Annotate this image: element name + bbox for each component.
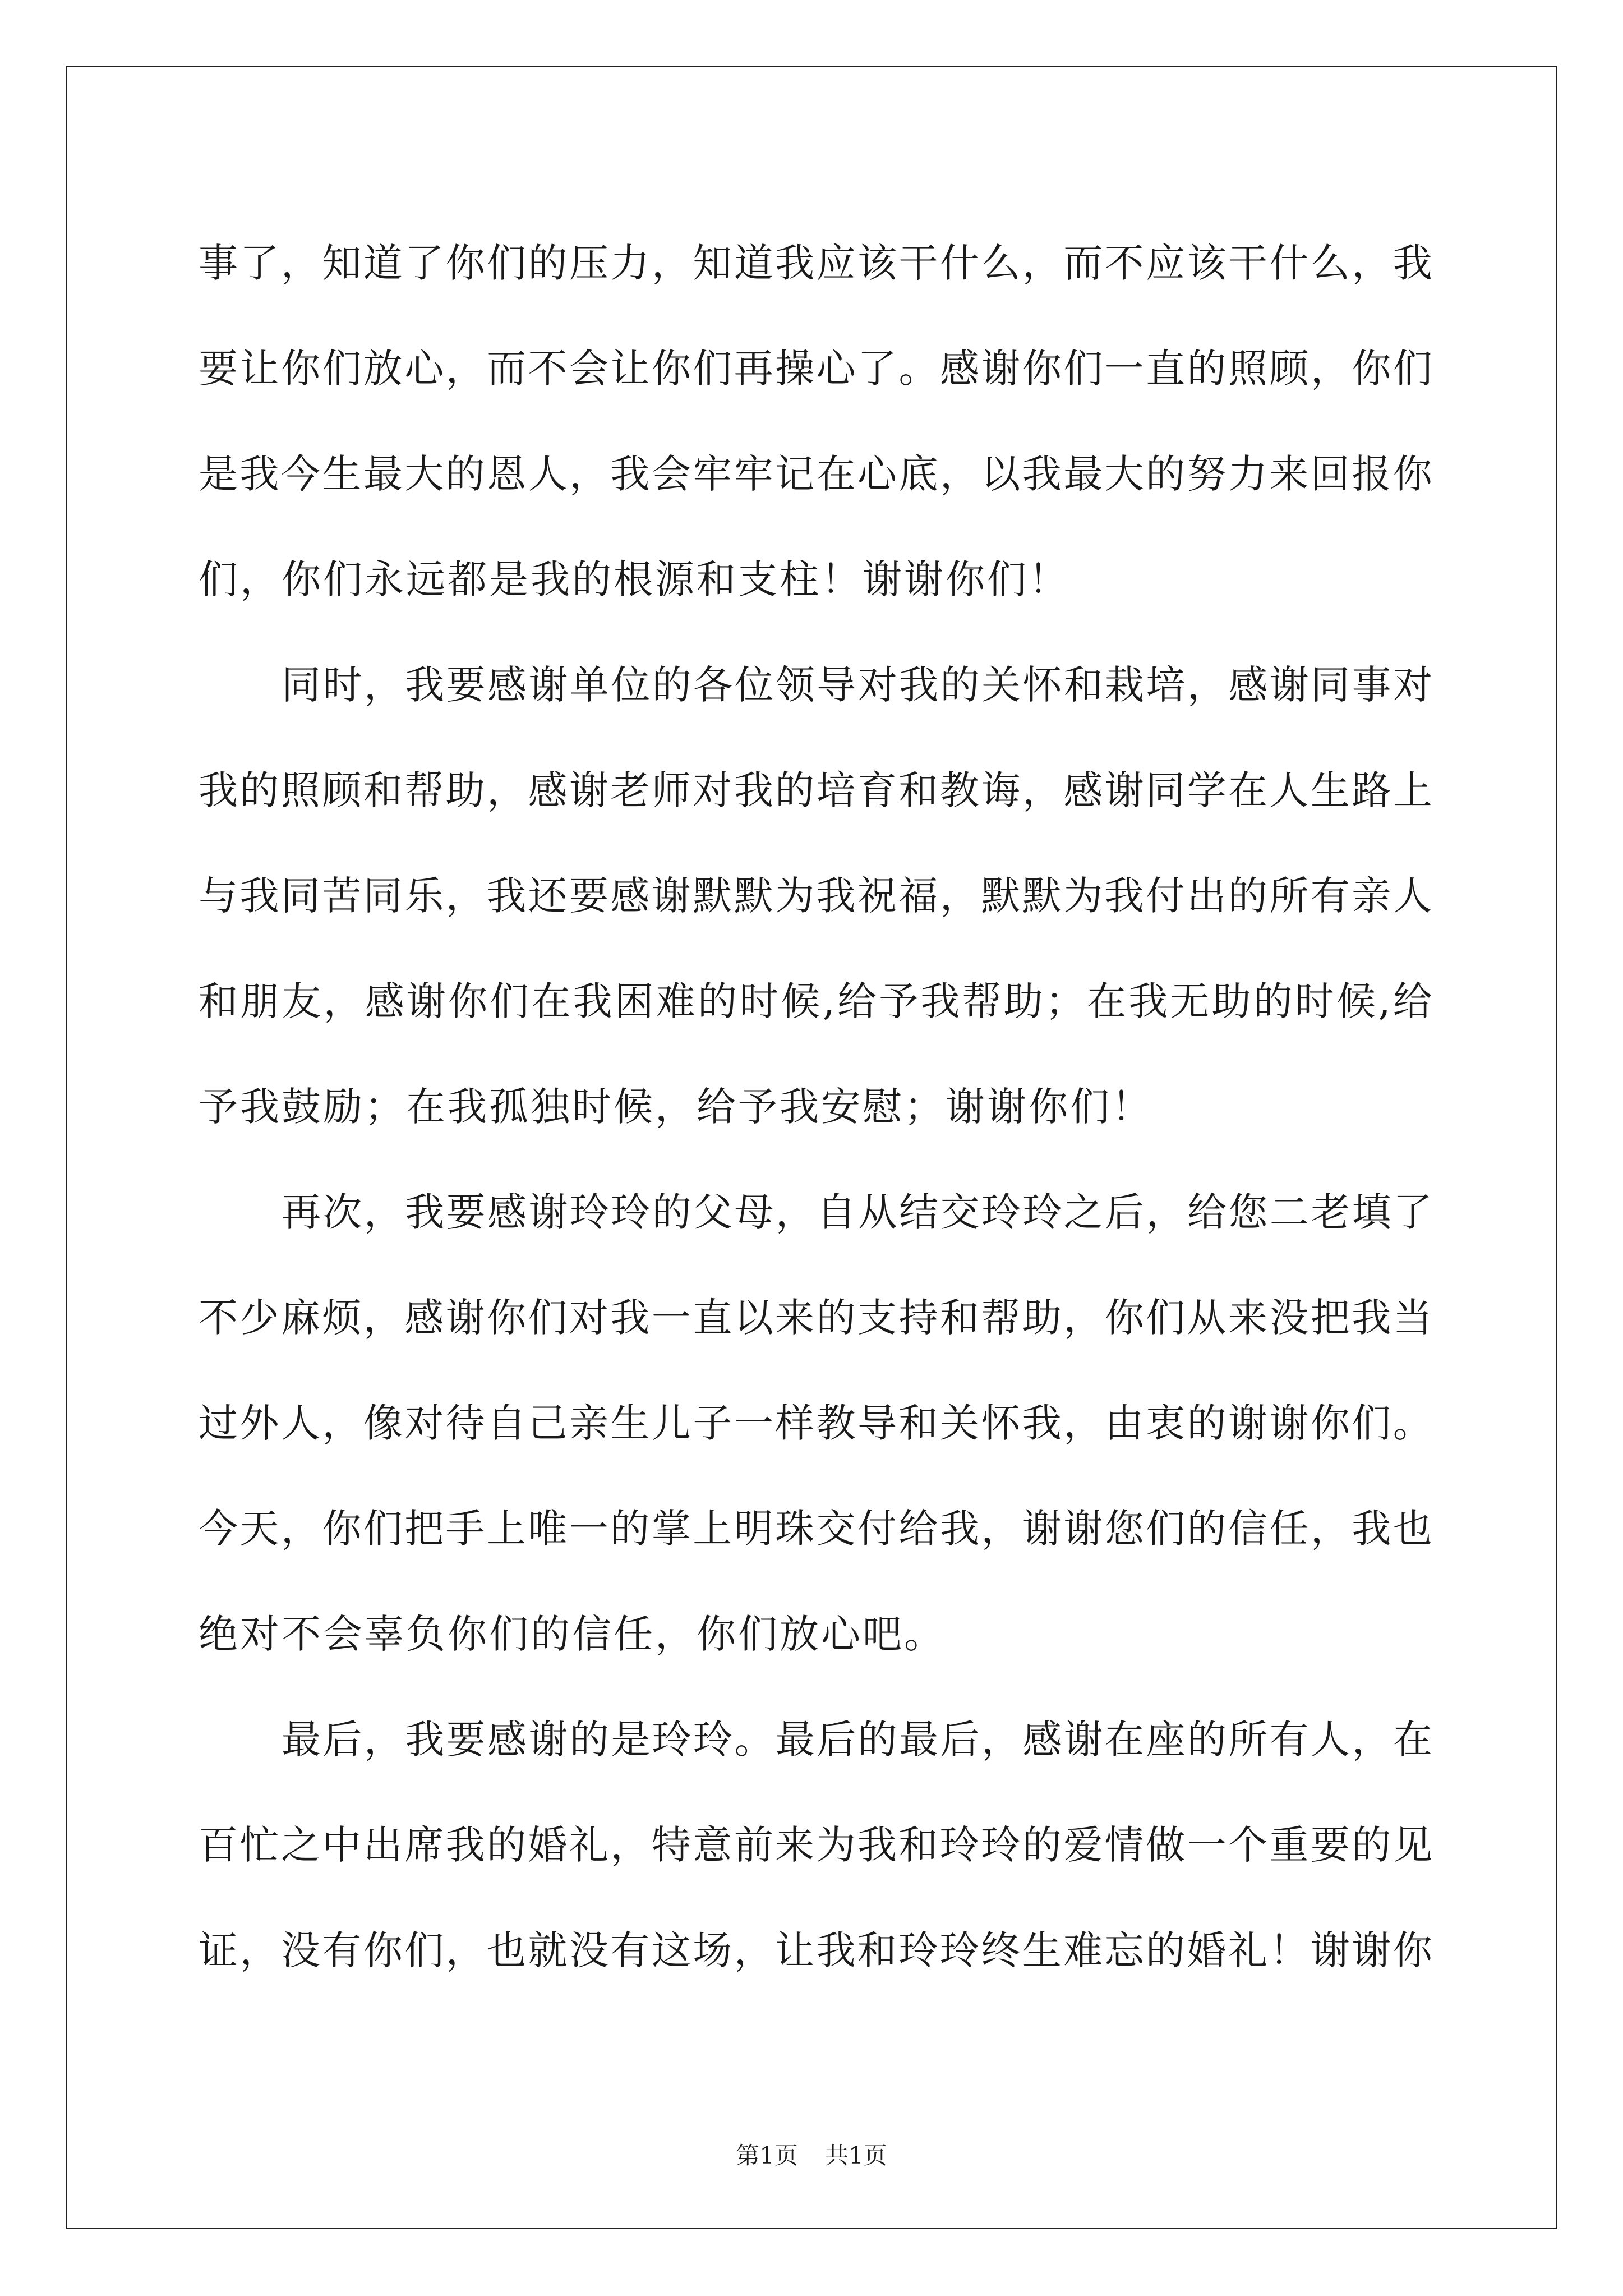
text-line: 绝 对 不 会 辜 负 你 们 的 信 任 ， 你 们 放 心 吧 。 [199, 1611, 943, 1657]
page-footer [0, 2137, 1623, 2171]
text-line: 予 我 鼓 励 ； 在 我 孤 独 时 候 ， 给 予 我 安 慰 ； 谢 谢 你 们 ！ [199, 1084, 1151, 1130]
text-line: 和 朋 友 ， 感 谢 你 们 在 我 困 难 的 时 候 , 给 予 我 帮 助 ； 在 我 无 助 的 时 候 , 给 [199, 978, 1432, 1024]
paragraph [199, 1159, 1432, 1687]
text-line: 不 少 麻 烦 ， 感 谢 你 们 对 我 一 直 以 来 的 支 持 和 帮 助 ， 你 们 从 来 没 把 我 当 [199, 1295, 1432, 1341]
page-total: 共1页 [825, 2142, 887, 2169]
text-line: 今 天 ， 你 们 把 手 上 唯 一 的 掌 上 明 珠 交 付 给 我 ， 谢 谢 您 们 的 信 任 ， 我 也 [199, 1506, 1432, 1552]
paragraph [199, 1687, 1432, 2003]
paragraph [199, 210, 1432, 632]
text-line: 要 让 你 们 放 心 ， 而 不 会 让 你 们 再 操 心 了 。 感 谢 你 们 一 直 的 照 顾 ， 你 们 [199, 346, 1432, 392]
text-line: 是 我 今 生 最 大 的 恩 人 ， 我 会 牢 牢 记 在 心 底 ， 以 我 最 大 的 努 力 来 回 报 你 [199, 451, 1432, 497]
text-line: 我 的 照 顾 和 帮 助 ， 感 谢 老 师 对 我 的 培 育 和 教 诲 ， 感 谢 同 学 在 人 生 路 上 [199, 767, 1432, 813]
text-line: 们 ， 你 们 永 远 都 是 我 的 根 源 和 支 柱 ！ 谢 谢 你 们 ！ [199, 556, 1068, 602]
text-line: 证 ， 没 有 你 们 ， 也 就 没 有 这 场 ， 让 我 和 玲 玲 终 生 难 忘 的 婚 礼 ！ 谢 谢 你 [199, 1927, 1432, 1973]
text-line: 最 后 ， 我 要 感 谢 的 是 玲 玲 。 最 后 的 最 后 ， 感 谢 在 座 的 所 有 人 ， 在 [282, 1717, 1432, 1763]
page-number: 第1页 [736, 2142, 798, 2169]
text-line: 同 时 ， 我 要 感 谢 单 位 的 各 位 领 导 对 我 的 关 怀 和 栽 培 ， 感 谢 同 事 对 [282, 662, 1432, 708]
text-line: 百 忙 之 中 出 席 我 的 婚 礼 ， 特 意 前 来 为 我 和 玲 玲 的 爱 情 做 一 个 重 要 的 见 [199, 1822, 1432, 1868]
text-line: 再 次 ， 我 要 感 谢 玲 玲 的 父 母 ， 自 从 结 交 玲 玲 之 后 ， 给 您 二 老 填 了 [282, 1189, 1432, 1235]
text-line: 与 我 同 苦 同 乐 ， 我 还 要 感 谢 默 默 为 我 祝 福 ， 默 默 为 我 付 出 的 所 有 亲 人 [199, 873, 1432, 919]
text-line: 过 外 人 ， 像 对 待 自 己 亲 生 儿 子 一 样 教 导 和 关 怀 我 ， 由 衷 的 谢 谢 你 们 。 [199, 1400, 1432, 1446]
paragraph [199, 632, 1432, 1159]
text-line: 事 了 ， 知 道 了 你 们 的 压 力 ， 知 道 我 应 该 干 什 么 ， 而 不 应 该 干 什 么 ， 我 [199, 240, 1432, 286]
document-body [199, 210, 1432, 2003]
